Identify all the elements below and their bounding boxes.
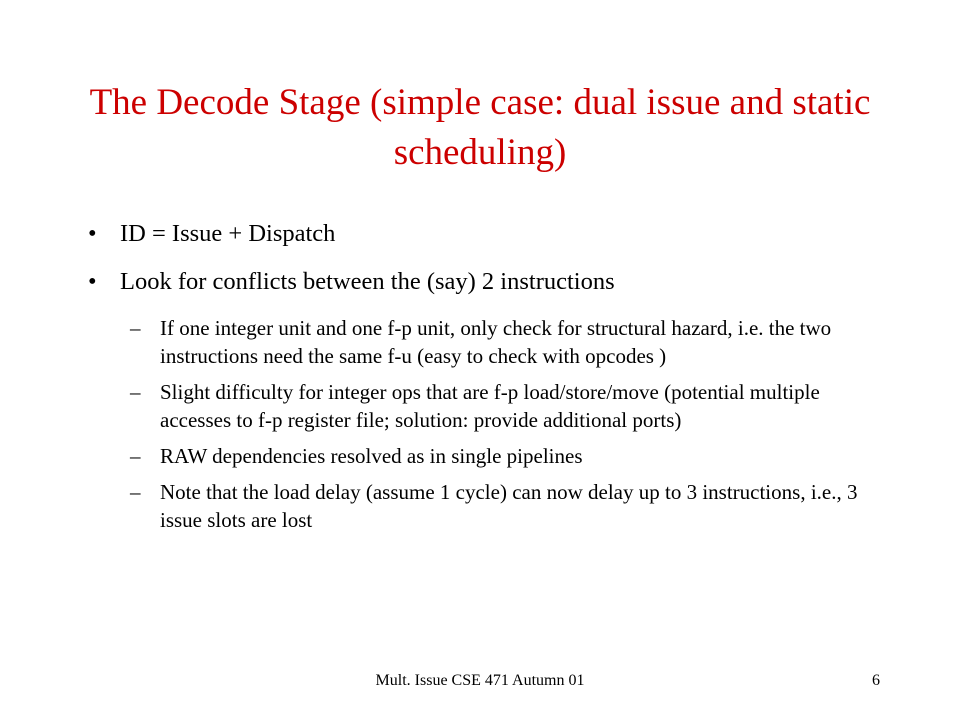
sub-bullet-text: Slight difficulty for integer ops that are f-p load/store/move (potential multiple accesses to f-p register file; solution: provide additional ports): [160, 380, 820, 432]
bullet-item: [88, 266, 888, 298]
slide-title: The Decode Stage (simple case: dual issue and static scheduling): [89, 82, 871, 173]
bullet-item: [88, 218, 888, 250]
sub-bullet-marker: –: [130, 380, 141, 404]
footer-course-label: Mult. Issue CSE 471 Autumn 01: [375, 672, 585, 689]
sub-bullet-text: RAW dependencies resolved as in single pipelines: [160, 444, 583, 468]
bullet-marker: •: [88, 268, 97, 295]
sub-bullet-item: [88, 442, 888, 470]
sub-bullet-item: [88, 378, 888, 434]
footer-page-number: 6: [872, 672, 880, 689]
sub-bullet-item: [88, 478, 888, 534]
sub-bullet-text: If one integer unit and one f-p unit, only check for structural hazard, i.e. the two instructions need the same f-u (easy to check with opcodes ): [160, 316, 832, 368]
bullet-text: ID = Issue + Dispatch: [120, 220, 336, 247]
sub-bullet-item: [88, 314, 888, 370]
slide-body: [88, 218, 888, 542]
bullet-text: Look for conflicts between the (say) 2 instructions: [120, 268, 615, 295]
sub-bullet-marker: –: [130, 444, 141, 468]
bullet-marker: •: [88, 220, 97, 247]
sub-bullet-text: Note that the load delay (assume 1 cycle) can now delay up to 3 instructions, i.e., 3 issue slots are lost: [160, 480, 858, 532]
sub-bullet-marker: –: [130, 480, 141, 504]
sub-bullet-marker: –: [130, 316, 141, 340]
